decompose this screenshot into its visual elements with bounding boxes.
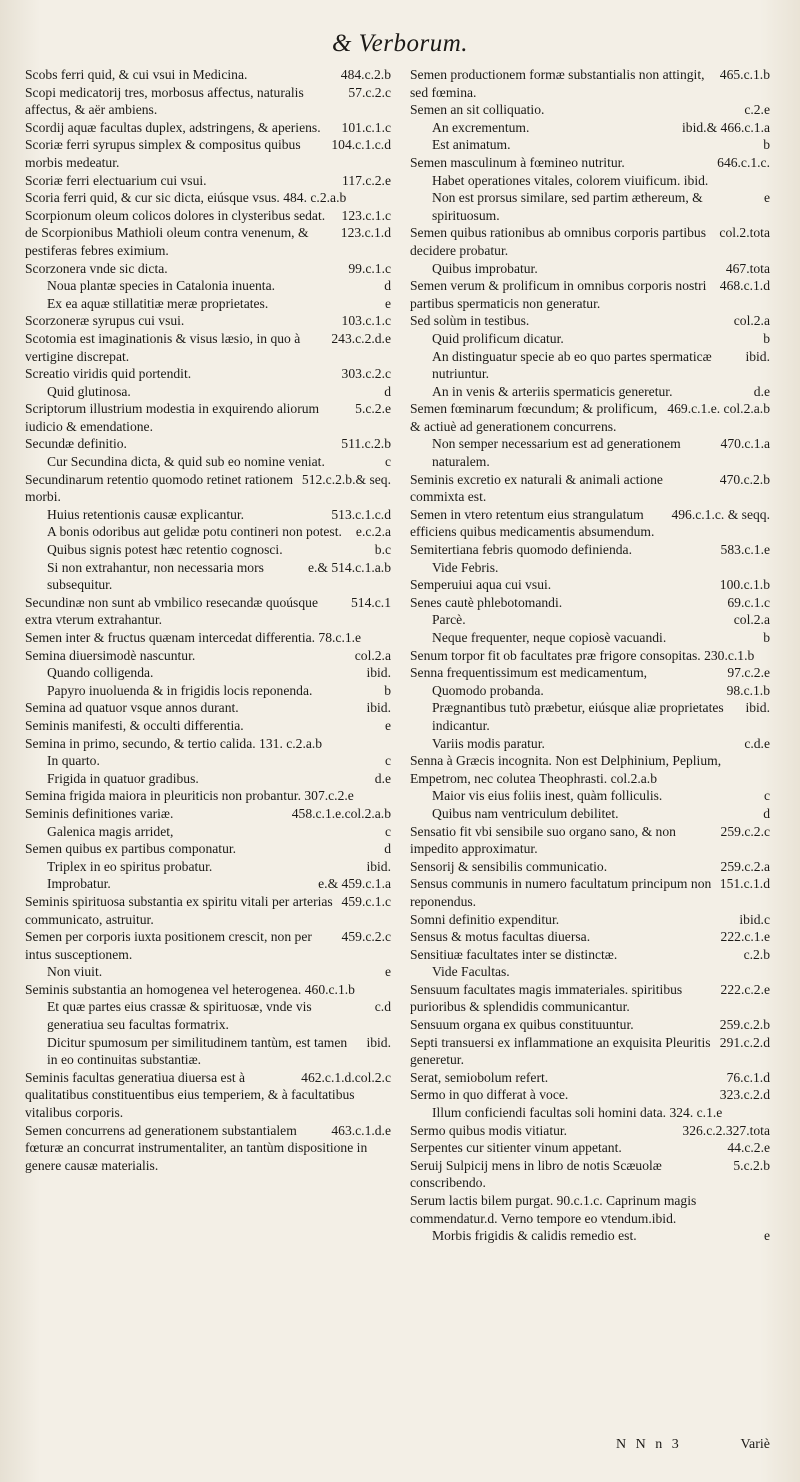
entry-text: Improbatur. bbox=[47, 876, 111, 892]
index-entry bbox=[25, 594, 391, 629]
entry-text: Senna à Græcis incognita. Non est Delphinium, Peplium, Empetrom, nec colutea Theophrasti. col.2.a.b bbox=[410, 753, 722, 786]
index-entry bbox=[410, 735, 770, 753]
index-entry bbox=[25, 664, 391, 682]
entry-reference: 117.c.2.e bbox=[342, 172, 391, 188]
index-entry bbox=[25, 189, 391, 207]
index-entry bbox=[25, 823, 391, 841]
entry-reference: ibid.c bbox=[739, 911, 770, 927]
entry-text: Vide Facultas. bbox=[432, 964, 510, 980]
entry-text: Scoriæ ferri electuarium cui vsui. bbox=[25, 172, 207, 188]
entry-text: Quando colligenda. bbox=[47, 665, 154, 681]
entry-reference: 123.c.1.d bbox=[340, 225, 391, 241]
entry-text: Semen in vtero retentum eius strangulatum efficiens quibus medicamentis absumendum. bbox=[410, 506, 655, 540]
entry-text: Seminis manifesti, & occulti differentia. bbox=[25, 717, 244, 733]
entry-reference: 470.c.2.b bbox=[719, 471, 770, 487]
entry-text: Quibus improbatur. bbox=[432, 260, 538, 276]
entry-text: Scopi medicatorij tres, morbosus affectus, naturalis affectus, & aër ambiens. bbox=[25, 84, 304, 118]
index-entry bbox=[410, 348, 770, 383]
entry-text: Semen quibus rationibus ab omnibus corporis partibus decidere probatur. bbox=[410, 225, 707, 258]
index-entry bbox=[25, 1034, 391, 1069]
index-entry bbox=[410, 136, 770, 154]
index-entry bbox=[410, 330, 770, 348]
index-entry bbox=[25, 66, 391, 84]
entry-text: Semitertiana febris quomodo definienda. bbox=[410, 542, 632, 558]
entry-reference: ibid. bbox=[366, 1034, 391, 1050]
entry-reference: 101.c.1.c bbox=[341, 119, 391, 135]
entry-reference: ibid. bbox=[366, 858, 391, 874]
entry-reference: 512.c.2.b.& seq. bbox=[301, 471, 391, 487]
index-entry bbox=[25, 752, 391, 770]
entry-text: Semina frigida maiora in pleuriticis non probantur. 307.c.2.e bbox=[25, 788, 354, 804]
entry-reference: 243.c.2.d.e bbox=[331, 330, 391, 346]
entry-reference: ibid. bbox=[366, 665, 391, 681]
index-entry bbox=[410, 946, 770, 964]
index-entry bbox=[410, 823, 770, 858]
entry-reference: 465.c.1.b bbox=[719, 67, 770, 82]
entry-reference: c.d.e bbox=[744, 735, 770, 751]
index-entry bbox=[25, 998, 391, 1033]
entry-reference: ibid.& 466.c.1.a bbox=[682, 119, 770, 135]
entry-text: Semen per corporis iuxta positionem crescit, non per intus susceptionem. bbox=[25, 929, 312, 962]
entry-text: Seminis facultas generatiua diuersa est à qualitatibus constituentibus eius temperiem, & à facultatibus vitalibus corporis. bbox=[25, 1069, 355, 1121]
index-column-right bbox=[410, 66, 770, 1245]
index-entry bbox=[25, 506, 391, 524]
entry-text: Sermo in quo differat à voce. bbox=[410, 1087, 569, 1103]
entry-text: Semen inter & fructus quænam intercedat differentia. 78.c.1.e bbox=[25, 630, 362, 645]
index-entry bbox=[410, 1192, 770, 1227]
entry-text: Sensuum organa ex quibus constituuntur. bbox=[410, 1017, 634, 1033]
entry-reference: ibid. bbox=[745, 700, 770, 716]
entry-text: Scoriæ ferri syrupus simplex & compositus quibus morbis medeatur. bbox=[25, 137, 301, 170]
entry-text: Scorzoneræ syrupus cui vsui. bbox=[25, 313, 185, 329]
index-entry bbox=[410, 435, 770, 470]
entry-text: Quid glutinosa. bbox=[47, 383, 131, 399]
entry-reference: 513.c.1.c.d bbox=[331, 506, 391, 522]
index-entry bbox=[410, 611, 770, 629]
entry-reference: 97.c.2.e bbox=[727, 665, 770, 681]
entry-reference: 103.c.1.c bbox=[341, 313, 391, 329]
index-entry bbox=[410, 576, 770, 594]
entry-reference: e bbox=[763, 190, 770, 206]
entry-reference: d bbox=[384, 841, 391, 857]
entry-text: Huius retentionis causæ explicantur. bbox=[47, 506, 245, 522]
entry-text: Semen productionem formæ substantialis non attingit, sed fœmina. bbox=[410, 67, 705, 100]
index-entry bbox=[25, 840, 391, 858]
entry-text: An in venis & arteriis spermaticis generetur. bbox=[432, 383, 673, 399]
entry-reference: 462.c.1.d.col.2.c bbox=[301, 1069, 391, 1085]
index-entry bbox=[410, 805, 770, 823]
entry-reference: 463.c.1.d.e bbox=[331, 1122, 391, 1138]
entry-text: Morbis frigidis & calidis remedio est. bbox=[432, 1228, 637, 1244]
entry-text: In quarto. bbox=[47, 753, 100, 769]
signature-mark: N N n 3 bbox=[616, 1437, 682, 1452]
entry-reference: 222.c.1.e bbox=[720, 929, 770, 945]
entry-reference: 458.c.1.e.col.2.a.b bbox=[291, 805, 391, 821]
entry-text: Scordij aquæ facultas duplex, adstringens, & aperiens. bbox=[25, 119, 321, 135]
index-entry bbox=[25, 207, 391, 225]
entry-text: Variis modis paratur. bbox=[432, 735, 545, 751]
index-entry bbox=[25, 224, 391, 259]
index-column-left bbox=[25, 66, 391, 1174]
entry-reference: 5.c.2.e bbox=[355, 401, 391, 417]
index-entry bbox=[410, 629, 770, 647]
entry-text: Scorzonera vnde sic dicta. bbox=[25, 260, 168, 276]
entry-reference: 104.c.1.c.d bbox=[331, 137, 391, 153]
entry-reference: 98.c.1.b bbox=[726, 682, 770, 698]
entry-reference: 468.c.1.d bbox=[719, 278, 770, 294]
entry-text: Vide Febris. bbox=[432, 559, 499, 575]
entry-reference: 123.c.1.c bbox=[341, 207, 391, 223]
entry-reference: 222.c.2.e bbox=[720, 981, 770, 997]
entry-reference: col.2.a bbox=[354, 647, 391, 663]
entry-text: Sensuum facultates magis immateriales. spiritibus purioribus & splendidis communicantur. bbox=[410, 981, 683, 1015]
index-entry bbox=[410, 1069, 770, 1087]
entry-reference: 469.c.1.e. col.2.a.b bbox=[667, 401, 770, 417]
index-entry bbox=[25, 295, 391, 313]
index-entry bbox=[410, 277, 770, 312]
index-entry bbox=[25, 647, 391, 665]
entry-text: Seruij Sulpicij mens in libro de notis Scæuolæ conscribendo. bbox=[410, 1157, 662, 1191]
entry-text: Scriptorum illustrium modestia in exquirendo aliorum iudicio & emendatione. bbox=[25, 401, 320, 434]
index-entry bbox=[410, 1139, 770, 1157]
entry-text: Non est prorsus similare, sed partim æthereum, & spirituosum. bbox=[432, 190, 703, 223]
entry-reference: col.2.a bbox=[733, 313, 770, 329]
entry-text: Semen fœminarum fœcundum; & prolificum, & actiuè ad generationem concurrens. bbox=[410, 401, 658, 434]
catchword: Variè bbox=[740, 1437, 770, 1452]
entry-reference: 326.c.2.327.tota bbox=[682, 1122, 770, 1138]
entry-reference: c bbox=[384, 753, 391, 769]
entry-text: Sensus communis in numero facultatum principum non reponendus. bbox=[410, 876, 712, 909]
index-entry bbox=[410, 506, 770, 541]
entry-reference: c.2.e bbox=[744, 102, 770, 118]
entry-reference: b bbox=[763, 330, 770, 346]
entry-text: Semen an sit colliquatio. bbox=[410, 102, 545, 118]
entry-text: Scotomia est imaginationis & visus læsio, in quo à vertigine discrepat. bbox=[25, 330, 301, 364]
index-entry bbox=[25, 523, 391, 541]
entry-text: Noua plantæ species in Catalonia inuenta. bbox=[47, 278, 276, 294]
index-entry bbox=[25, 435, 391, 453]
index-entry bbox=[25, 172, 391, 190]
index-entry bbox=[410, 875, 770, 910]
entry-text: Secundinæ non sunt ab vmbilico resecandæ quoúsque extra vterum extrahantur. bbox=[25, 594, 318, 628]
entry-reference: b bbox=[384, 682, 391, 698]
entry-reference: e.c.2.a bbox=[355, 524, 391, 540]
index-entry bbox=[25, 136, 391, 171]
index-entry bbox=[410, 541, 770, 559]
index-entry bbox=[25, 541, 391, 559]
index-entry bbox=[410, 1086, 770, 1104]
entry-text: Semina in primo, secundo, & tertio calida. 131. c.2.a.b bbox=[25, 735, 323, 751]
index-entry bbox=[25, 383, 391, 401]
entry-text: de Scorpionibus Mathioli oleum contra venenum, & pestiferas febres eximium. bbox=[25, 225, 309, 258]
entry-text: Semen quibus ex partibus componatur. bbox=[25, 841, 237, 857]
entry-reference: 259.c.2.a bbox=[720, 858, 770, 874]
entry-reference: ibid. bbox=[745, 348, 770, 364]
entry-reference: b bbox=[763, 137, 770, 153]
entry-text: Semina ad quatuor vsque annos durant. bbox=[25, 700, 239, 716]
entry-text: Sed solùm in testibus. bbox=[410, 313, 530, 329]
index-entry bbox=[25, 471, 391, 506]
entry-text: Septi transuersi ex inflammatione an exquisita Pleuritis generetur. bbox=[410, 1034, 711, 1068]
index-entry bbox=[25, 770, 391, 788]
entry-reference: e.& 514.c.1.a.b bbox=[307, 559, 391, 575]
entry-text: Scoria ferri quid, & cur sic dicta, eiúsque vsus. 484. c.2.a.b bbox=[25, 190, 347, 206]
index-entry bbox=[25, 559, 391, 594]
index-entry bbox=[410, 1016, 770, 1034]
entry-text: Non semper necessarium est ad generationem naturalem. bbox=[432, 436, 681, 470]
entry-text: A bonis odoribus aut gelidæ potu contineri non potest. bbox=[47, 524, 342, 540]
entry-reference: c bbox=[763, 788, 770, 804]
index-entry bbox=[25, 260, 391, 278]
entry-reference: d.e bbox=[753, 383, 770, 399]
index-entry bbox=[25, 119, 391, 137]
index-entry bbox=[410, 911, 770, 929]
entry-reference: 5.c.2.b bbox=[733, 1157, 770, 1173]
index-entry bbox=[410, 1157, 770, 1192]
index-entry bbox=[25, 928, 391, 963]
entry-text: Illum conficiendi facultas soli homini data. 324. c.1.e bbox=[432, 1105, 723, 1121]
index-entry bbox=[25, 629, 391, 647]
entry-text: Serat, semiobolum refert. bbox=[410, 1069, 549, 1085]
index-entry bbox=[25, 1069, 391, 1122]
index-entry bbox=[25, 717, 391, 735]
index-entry bbox=[410, 312, 770, 330]
index-entry bbox=[410, 260, 770, 278]
entry-reference: 467.tota bbox=[725, 260, 770, 276]
entry-text: Est animatum. bbox=[432, 137, 511, 153]
index-entry bbox=[410, 400, 770, 435]
running-header: & Verborum. bbox=[331, 30, 469, 57]
entry-text: Senes cautè phlebotomandi. bbox=[410, 594, 563, 610]
entry-text: Neque frequenter, neque copiosè vacuandi. bbox=[432, 630, 667, 645]
entry-reference: 291.c.2.d bbox=[719, 1034, 770, 1050]
entry-text: Seminis definitiones variæ. bbox=[25, 805, 174, 821]
index-entry bbox=[410, 471, 770, 506]
entry-text: Maior vis eius foliis inest, quàm folliculis. bbox=[432, 788, 663, 804]
entry-reference: 583.c.1.e bbox=[720, 542, 770, 558]
entry-text: Serum lactis bilem purgat. 90.c.1.c. Caprinum magis commendatur.d. Verno tempore eo vtendum.ibid. bbox=[410, 1193, 697, 1226]
entry-reference: 259.c.2.b bbox=[719, 1017, 770, 1033]
entry-text: Semperuiui aqua cui vsui. bbox=[410, 577, 552, 593]
entry-text: Sensus & motus facultas diuersa. bbox=[410, 929, 591, 945]
index-entry bbox=[25, 981, 391, 999]
index-entry bbox=[25, 858, 391, 876]
entry-reference: e bbox=[384, 717, 391, 733]
entry-reference: e bbox=[384, 964, 391, 980]
entry-reference: 76.c.1.d bbox=[726, 1069, 770, 1085]
entry-reference: 514.c.1 bbox=[350, 594, 391, 610]
entry-text: Quibus signis potest hæc retentio cognosci. bbox=[47, 542, 283, 558]
entry-text: Scobs ferri quid, & cui vsui in Medicina. bbox=[25, 67, 248, 82]
entry-text: Secundæ definitio. bbox=[25, 436, 127, 452]
index-entry bbox=[410, 66, 770, 101]
entry-text: Prægnantibus tutò præbetur, eiúsque aliæ proprietates indicantur. bbox=[432, 700, 724, 733]
entry-reference: c.d bbox=[374, 999, 391, 1015]
entry-text: Quibus nam ventriculum debilitet. bbox=[432, 805, 619, 821]
entry-reference: e.& 459.c.1.a bbox=[318, 876, 391, 892]
entry-reference: col.2.tota bbox=[719, 225, 770, 241]
entry-text: Seminis substantia an homogenea vel heterogenea. 460.c.1.b bbox=[25, 981, 355, 997]
entry-text: Semina diuersimodè nascuntur. bbox=[25, 647, 196, 663]
entry-reference: 44.c.2.e bbox=[727, 1140, 770, 1156]
index-entry bbox=[25, 400, 391, 435]
index-entry bbox=[410, 981, 770, 1016]
entry-reference: 151.c.1.d bbox=[719, 876, 770, 892]
index-entry bbox=[410, 699, 770, 734]
entry-reference: c.2.b bbox=[743, 946, 770, 962]
entry-reference: 57.c.2.c bbox=[348, 84, 391, 100]
entry-text: Screatio viridis quid portendit. bbox=[25, 366, 192, 382]
entry-reference: 511.c.2.b bbox=[341, 436, 391, 452]
index-entry bbox=[25, 682, 391, 700]
index-entry bbox=[410, 664, 770, 682]
entry-text: Sensatio fit vbi sensibile suo organo sano, & non impedito approximatur. bbox=[410, 823, 676, 857]
entry-reference: 646.c.1.c. bbox=[717, 154, 770, 170]
index-entry bbox=[410, 1122, 770, 1140]
index-entry bbox=[410, 963, 770, 981]
entry-text: Frigida in quatuor gradibus. bbox=[47, 770, 199, 786]
index-entry bbox=[410, 383, 770, 401]
entry-reference: e bbox=[384, 295, 391, 311]
entry-text: Galenica magis arridet, bbox=[47, 823, 174, 839]
entry-reference: 323.c.2.d bbox=[719, 1087, 770, 1103]
index-entry bbox=[25, 1122, 391, 1175]
index-entry bbox=[410, 1034, 770, 1069]
entry-reference: d bbox=[384, 383, 391, 399]
entry-text: Ex ea aquæ stillatitiæ meræ proprietates. bbox=[47, 295, 269, 311]
entry-text: Habet operationes vitales, colorem viuificum. ibid. bbox=[432, 172, 709, 188]
entry-reference: 100.c.1.b bbox=[719, 577, 770, 593]
entry-text: Cur Secundina dicta, & quid sub eo nomine veniat. bbox=[47, 454, 325, 470]
entry-text: Quomodo probanda. bbox=[432, 682, 544, 698]
entry-text: An distinguatur specie ab eo quo partes spermaticæ nutriuntur. bbox=[432, 348, 712, 382]
entry-text: Triplex in eo spiritus probatur. bbox=[47, 858, 213, 874]
entry-text: Somni definitio expenditur. bbox=[410, 911, 560, 927]
index-entry bbox=[410, 682, 770, 700]
entry-text: Scorpionum oleum colicos dolores in clysteribus sedat. bbox=[25, 207, 326, 223]
index-entry bbox=[410, 787, 770, 805]
entry-text: Secundinarum retentio quomodo retinet rationem morbi. bbox=[25, 471, 294, 505]
index-entry bbox=[410, 189, 770, 224]
entry-text: Senum torpor fit ob facultates præ frigore consopitas. 230.c.1.b bbox=[410, 647, 755, 663]
index-entry bbox=[25, 875, 391, 893]
entry-reference: b bbox=[763, 630, 770, 645]
entry-reference: ibid. bbox=[366, 700, 391, 716]
entry-text: Parcè. bbox=[432, 612, 466, 628]
entry-text: An excrementum. bbox=[432, 119, 530, 135]
index-entry bbox=[410, 1104, 770, 1122]
index-entry bbox=[410, 119, 770, 137]
entry-reference: e bbox=[763, 1228, 770, 1244]
entry-reference: 69.c.1.c bbox=[727, 594, 770, 610]
index-entry bbox=[25, 805, 391, 823]
index-entry bbox=[25, 787, 391, 805]
index-entry bbox=[410, 101, 770, 119]
entry-text: Dicitur spumosum per similitudinem tantùm, est tamen in eo continuitas substantiæ. bbox=[47, 1034, 348, 1068]
index-entry bbox=[25, 735, 391, 753]
index-entry bbox=[25, 893, 391, 928]
entry-reference: 99.c.1.c bbox=[348, 260, 391, 276]
entry-text: Si non extrahantur, non necessaria mors subsequitur. bbox=[47, 559, 264, 593]
entry-text: Et quæ partes eius crassæ & spirituosæ, vnde vis generatiua seu facultas formatrix. bbox=[47, 999, 312, 1033]
entry-reference: d.e bbox=[374, 770, 391, 786]
entry-text: Semen masculinum à fœmineo nutritur. bbox=[410, 154, 625, 170]
index-entry bbox=[410, 647, 770, 665]
entry-text: Serpentes cur sitienter vinum appetant. bbox=[410, 1140, 622, 1156]
entry-text: Sensorij & sensibilis communicatio. bbox=[410, 858, 608, 874]
index-entry bbox=[410, 928, 770, 946]
index-entry bbox=[410, 172, 770, 190]
index-entry bbox=[25, 453, 391, 471]
index-entry bbox=[25, 330, 391, 365]
entry-text: Papyro inuoluenda & in frigidis locis reponenda. bbox=[47, 682, 313, 698]
index-entry bbox=[25, 699, 391, 717]
entry-text: Sensitiuæ facultates inter se distinctæ. bbox=[410, 946, 618, 962]
index-entry bbox=[410, 224, 770, 259]
entry-reference: 259.c.2.c bbox=[720, 823, 770, 839]
entry-text: Seminis spirituosa substantia ex spiritu vitali per arterias communicato, astruitur. bbox=[25, 893, 333, 927]
entry-reference: 459.c.1.c bbox=[341, 893, 391, 909]
index-entry bbox=[410, 559, 770, 577]
entry-reference: 470.c.1.a bbox=[720, 436, 770, 452]
index-entry bbox=[25, 312, 391, 330]
index-entry bbox=[410, 154, 770, 172]
entry-reference: 303.c.2.c bbox=[341, 366, 391, 382]
entry-reference: d bbox=[763, 805, 770, 821]
index-entry bbox=[25, 365, 391, 383]
entry-text: Semen concurrens ad generationem substantialem fœturæ an concurrat instrumentaliter, an tantùm dispositione in genere causæ materialis. bbox=[25, 1122, 368, 1173]
index-entry bbox=[25, 963, 391, 981]
entry-reference: d bbox=[384, 278, 391, 294]
entry-reference: c bbox=[384, 823, 391, 839]
index-entry bbox=[410, 594, 770, 612]
entry-reference: b.c bbox=[374, 542, 391, 558]
index-entry bbox=[25, 277, 391, 295]
entry-reference: c bbox=[384, 454, 391, 470]
entry-text: Quid prolificum dicatur. bbox=[432, 330, 564, 346]
index-entry bbox=[410, 752, 770, 787]
index-entry bbox=[410, 858, 770, 876]
index-entry bbox=[25, 84, 391, 119]
entry-reference: 484.c.2.b bbox=[340, 67, 391, 82]
entry-text: Sermo quibus modis vitiatur. bbox=[410, 1122, 568, 1138]
index-entry bbox=[410, 1227, 770, 1245]
entry-text: Senna frequentissimum est medicamentum, bbox=[410, 665, 648, 681]
entry-reference: col.2.a bbox=[733, 612, 770, 628]
entry-text: Non viuit. bbox=[47, 964, 103, 980]
entry-reference: 496.c.1.c. & seqq. bbox=[671, 506, 770, 522]
entry-text: Seminis excretio ex naturali & animali actione commixta est. bbox=[410, 471, 663, 505]
entry-reference: 459.c.2.c bbox=[341, 929, 391, 945]
entry-text: Semen verum & prolificum in omnibus corporis nostri partibus spermaticis non generatur. bbox=[410, 278, 707, 311]
